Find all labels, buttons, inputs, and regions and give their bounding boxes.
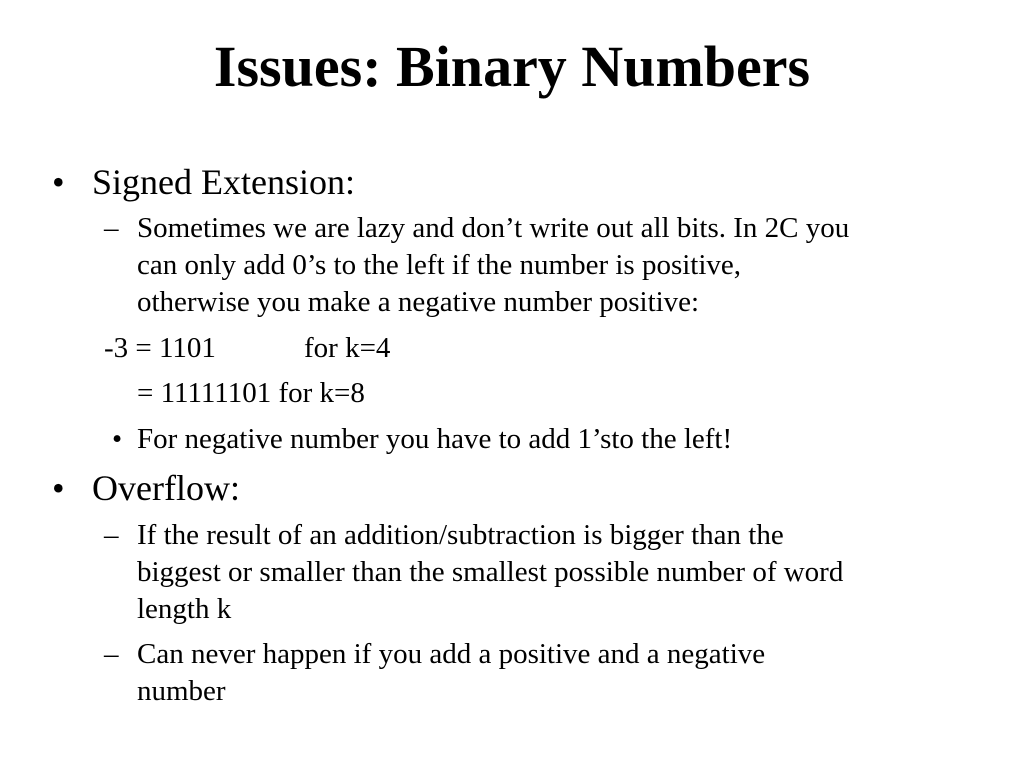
signed-sub-line-1: Sometimes we are lazy and don’t write out all bits. In 2C you: [137, 212, 850, 244]
dash-icon: –: [104, 519, 119, 551]
dash-icon: –: [104, 212, 119, 244]
overflow-sub1-line-3: length k: [137, 593, 232, 625]
signed-sub-line-3: otherwise you make a negative number positive:: [137, 286, 700, 318]
signed-sub-line-2: can only add 0’s to the left if the number is positive,: [137, 249, 742, 281]
overflow-sub2-line-2: number: [137, 675, 226, 707]
signed-extension-heading: Signed Extension:: [92, 162, 355, 202]
example-row-1-note: for k=4: [304, 332, 391, 364]
small-bullet-icon: •: [112, 423, 123, 455]
signed-note: For negative number you have to add 1’sto the left!: [137, 423, 733, 455]
slide-title: Issues: Binary Numbers: [213, 34, 811, 99]
overflow-sub1-line-2: biggest or smaller than the smallest possible number of word: [137, 556, 844, 588]
example-row-1-value: -3 = 1101: [104, 332, 216, 364]
bullet-icon: •: [52, 162, 65, 202]
overflow-sub1-line-1: If the result of an addition/subtraction is bigger than the: [137, 519, 784, 551]
overflow-sub2-line-1: Can never happen if you add a positive and a negative: [137, 638, 766, 670]
dash-icon: –: [104, 638, 119, 670]
overflow-heading: Overflow:: [92, 468, 240, 508]
bullet-icon: •: [52, 468, 65, 508]
example-row-2: = 11111101 for k=8: [137, 377, 365, 409]
